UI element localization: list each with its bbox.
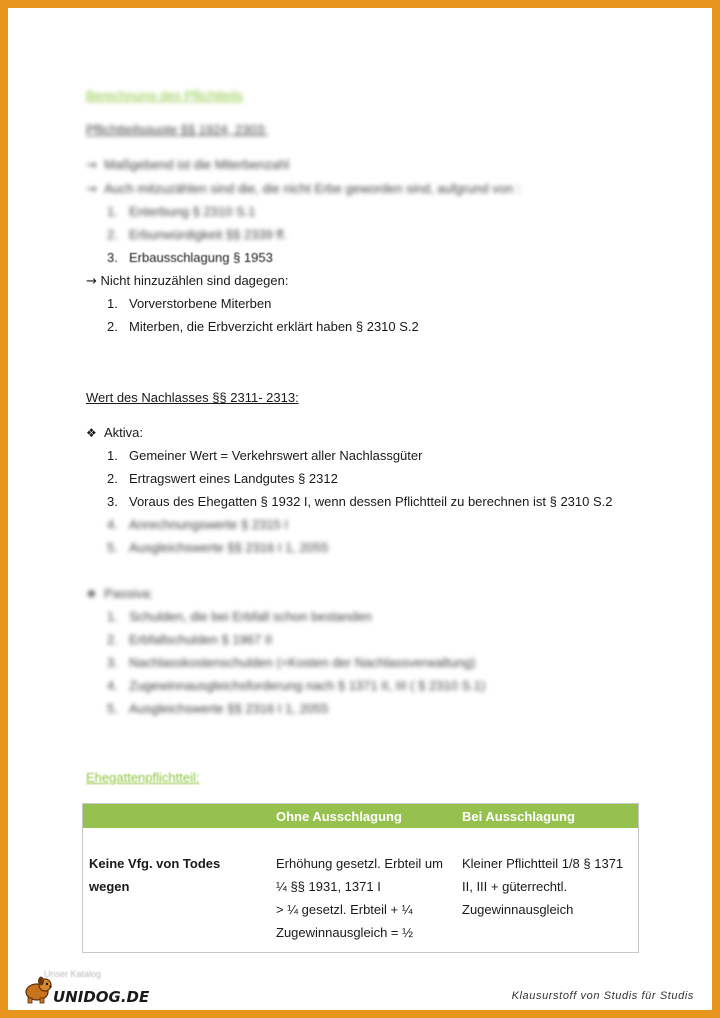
list-number: 2.	[107, 471, 118, 486]
list-item	[107, 540, 328, 556]
passiva-label: Passiva:	[104, 586, 154, 601]
table-cell-ohne	[270, 828, 456, 953]
list-number: 1.	[107, 448, 118, 463]
list-number: 2.	[107, 227, 118, 242]
list-text: Zugewinnausgleichsforderung nach § 1371 II, III ( § 2310 S.1)	[129, 678, 486, 693]
watermark-text: Unser Katalog	[44, 969, 102, 979]
cell-line: Kleiner Pflichtteil 1/8 § 1371	[462, 856, 624, 871]
arrow-icon: →	[86, 182, 97, 197]
list-item	[107, 517, 288, 533]
list-item	[107, 227, 287, 243]
list-item	[107, 494, 613, 510]
passiva-label-row	[86, 586, 153, 602]
section-heading-ehegatten: Ehegattenpflichtteil:	[86, 770, 200, 785]
footer-tagline: Klausurstoff von Studis für Studis	[511, 990, 694, 1002]
list-number: 1.	[107, 296, 118, 311]
table-cell-bei	[456, 828, 639, 953]
dog-icon	[22, 972, 152, 1006]
cell-line: Erhöhung gesetzl. Erbteil um	[276, 856, 443, 871]
list-text: Miterben, die Erbverzicht erklärt haben § 2310 S.2	[129, 319, 419, 334]
list-number: 4.	[107, 678, 118, 693]
arrow-item	[86, 273, 288, 290]
ehegatten-table	[82, 803, 639, 953]
list-number: 4.	[107, 517, 118, 532]
list-item	[107, 655, 476, 671]
list-text: Erbfallschulden § 1967 II	[129, 632, 273, 647]
list-number: 3.	[107, 250, 118, 265]
row-label-line: wegen	[89, 879, 130, 894]
cell-line: Zugewinnausgleich = ½	[276, 925, 413, 940]
arrow-icon: →	[86, 274, 97, 289]
list-number: 3.	[107, 655, 118, 670]
list-item	[107, 701, 328, 717]
diamond-bullet-icon: ❖	[86, 587, 97, 601]
table-header-ohne: Ohne Ausschlagung	[270, 804, 456, 829]
list-text: Voraus des Ehegatten § 1932 I, wenn dessen Pflichtteil zu berechnen ist § 2310 S.2	[129, 494, 613, 509]
list-number: 1.	[107, 609, 118, 624]
list-text: Schulden, die bei Erbfall schon bestanden	[129, 609, 372, 624]
table-header-row	[83, 804, 639, 829]
list-text: Gemeiner Wert = Verkehrswert aller Nachlassgüter	[129, 448, 423, 463]
section-heading-nachlass: Wert des Nachlasses §§ 2311- 2313:	[86, 390, 299, 405]
aktiva-label: Aktiva:	[104, 425, 144, 440]
table-row-label	[83, 828, 271, 953]
row-label-line: Keine Vfg. von Todes	[89, 856, 221, 871]
arrow-text: Maßgebend ist die Miterbenzahl	[104, 157, 290, 172]
table-header-bei: Bei Ausschlagung	[456, 804, 639, 829]
list-item	[107, 471, 338, 487]
cell-line: > ¼ gesetzl. Erbteil + ¼	[276, 902, 413, 917]
list-number: 5.	[107, 540, 118, 555]
arrow-item	[86, 181, 520, 198]
list-item	[107, 204, 256, 220]
section-heading-pflichtteil: Berechnung des Pflichtteils	[86, 88, 243, 103]
list-text: Erbausschlagung § 1953	[129, 250, 273, 265]
unidog-logo	[22, 972, 152, 1006]
list-text: Nachlasskostenschulden (=Kosten der Nachlassverwaltung)	[129, 655, 476, 670]
arrow-item	[86, 157, 289, 174]
list-item	[107, 678, 485, 694]
list-number: 1.	[107, 204, 118, 219]
cell-line: II, III + güterrechtl.	[462, 879, 568, 894]
subheading-quote: Pflichtteilsquote §§ 1924, 2303:	[86, 122, 268, 137]
table-row	[83, 828, 639, 953]
list-number: 3.	[107, 494, 118, 509]
list-text: Ausgleichswerte §§ 2316 I 1, 2055	[129, 701, 329, 716]
logo-text: UNIDOG.DE	[53, 988, 150, 1006]
cell-line: Zugewinnausgleich	[462, 902, 574, 917]
list-text: Ausgleichswerte §§ 2316 I 1, 2055	[129, 540, 329, 555]
list-text: Anrechnungswerte § 2315 I	[129, 517, 288, 532]
list-item	[107, 319, 419, 335]
table-header-empty	[83, 804, 271, 829]
list-number: 2.	[107, 632, 118, 647]
arrow-text: Nicht hinzuzählen sind dagegen:	[100, 273, 289, 288]
list-item	[107, 448, 422, 464]
list-item	[107, 296, 271, 312]
list-number: 2.	[107, 319, 118, 334]
list-text: Erbunwürdigkeit §§ 2339 ff.	[129, 227, 288, 242]
cell-line: ¼ §§ 1931, 1371 I	[276, 879, 381, 894]
list-text: Vorverstorbene Miterben	[129, 296, 272, 311]
list-number: 5.	[107, 701, 118, 716]
list-item	[107, 609, 372, 625]
list-item	[107, 632, 272, 648]
arrow-text: Auch mitzuzählen sind die, die nicht Erbe geworden sind, aufgrund von :	[104, 181, 521, 196]
diamond-bullet-icon: ❖	[86, 426, 97, 440]
list-text: Enterbung § 2310 S.1	[129, 204, 256, 219]
list-text: Ertragswert eines Landgutes § 2312	[129, 471, 338, 486]
aktiva-label-row	[86, 425, 143, 441]
list-item	[107, 250, 273, 266]
arrow-icon: →	[86, 158, 97, 173]
